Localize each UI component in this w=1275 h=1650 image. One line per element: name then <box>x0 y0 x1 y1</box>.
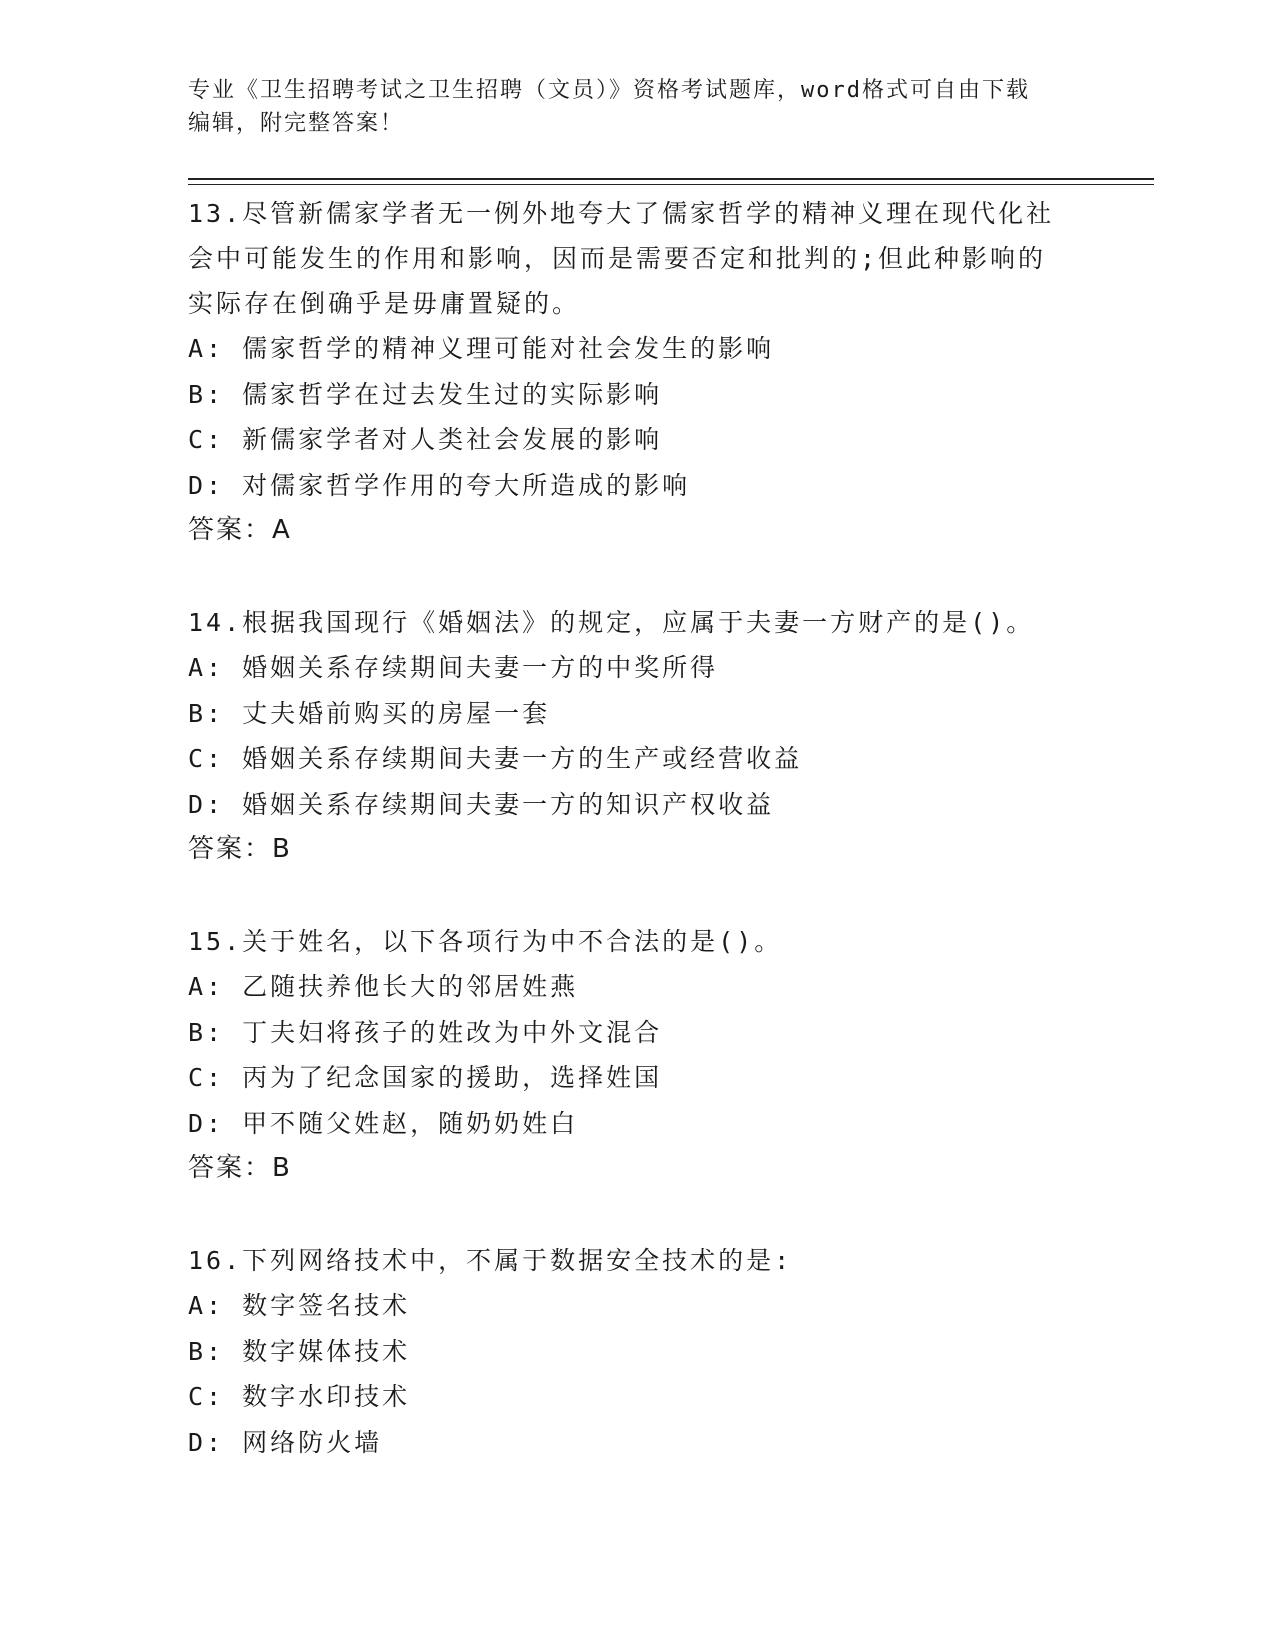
answer: 答案：B <box>188 1153 292 1183</box>
document-header <box>188 74 1088 140</box>
option-d: D: 婚姻关系存续期间夫妻一方的知识产权收益 <box>188 789 775 819</box>
question-15 <box>188 919 1088 1191</box>
question-stem-line: 14.根据我国现行《婚姻法》的规定，应属于夫妻一方财产的是()。 <box>188 608 1035 637</box>
option-d: D: 对儒家哲学作用的夸大所造成的影响 <box>188 470 691 500</box>
question-stem-line: 16.下列网络技术中，不属于数据安全技术的是: <box>188 1246 793 1275</box>
question-13 <box>188 191 1088 553</box>
option-d: D: 甲不随父姓赵，随奶奶姓白 <box>188 1108 579 1138</box>
option-b: B: 丁夫妇将孩子的姓改为中外文混合 <box>188 1017 663 1047</box>
option-c: C: 新儒家学者对人类社会发展的影响 <box>188 425 663 454</box>
option-c: C: 数字水印技术 <box>188 1382 411 1411</box>
header-divider-thick <box>188 178 1154 180</box>
option-a: A: 儒家哲学的精神义理可能对社会发生的影响 <box>188 334 775 363</box>
header-divider-thin <box>188 184 1154 185</box>
question-stem-line: 会中可能发生的作用和影响，因而是需要否定和批判的;但此种影响的 <box>188 244 1047 273</box>
answer: 答案：A <box>188 515 292 545</box>
option-c: C: 婚姻关系存续期间夫妻一方的生产或经营收益 <box>188 744 803 773</box>
question-stem-line: 实际存在倒确乎是毋庸置疑的。 <box>188 289 581 318</box>
option-c: C: 丙为了纪念国家的援助，选择姓国 <box>188 1063 663 1092</box>
header-line-1: 专业《卫生招聘考试之卫生招聘（文员）》资格考试题库，word格式可自由下载 <box>188 78 1030 103</box>
option-a: A: 婚姻关系存续期间夫妻一方的中奖所得 <box>188 653 719 682</box>
option-a: A: 数字签名技术 <box>188 1291 411 1320</box>
question-stem-line: 15.关于姓名，以下各项行为中不合法的是()。 <box>188 927 783 956</box>
option-b: B: 数字媒体技术 <box>188 1336 411 1366</box>
option-d: D: 网络防火墙 <box>188 1427 383 1457</box>
question-14 <box>188 600 1088 872</box>
question-stem-line: 13.尽管新儒家学者无一例外地夸大了儒家哲学的精神义理在现代化社 <box>188 199 1055 228</box>
option-b: B: 丈夫婚前购买的房屋一套 <box>188 698 551 728</box>
header-line-2: 编辑，附完整答案！ <box>188 111 405 136</box>
question-list <box>188 191 1088 1512</box>
option-a: A: 乙随扶养他长大的邻居姓燕 <box>188 972 579 1001</box>
option-b: B: 儒家哲学在过去发生过的实际影响 <box>188 379 663 409</box>
answer: 答案：B <box>188 834 292 864</box>
question-16 <box>188 1238 1088 1465</box>
